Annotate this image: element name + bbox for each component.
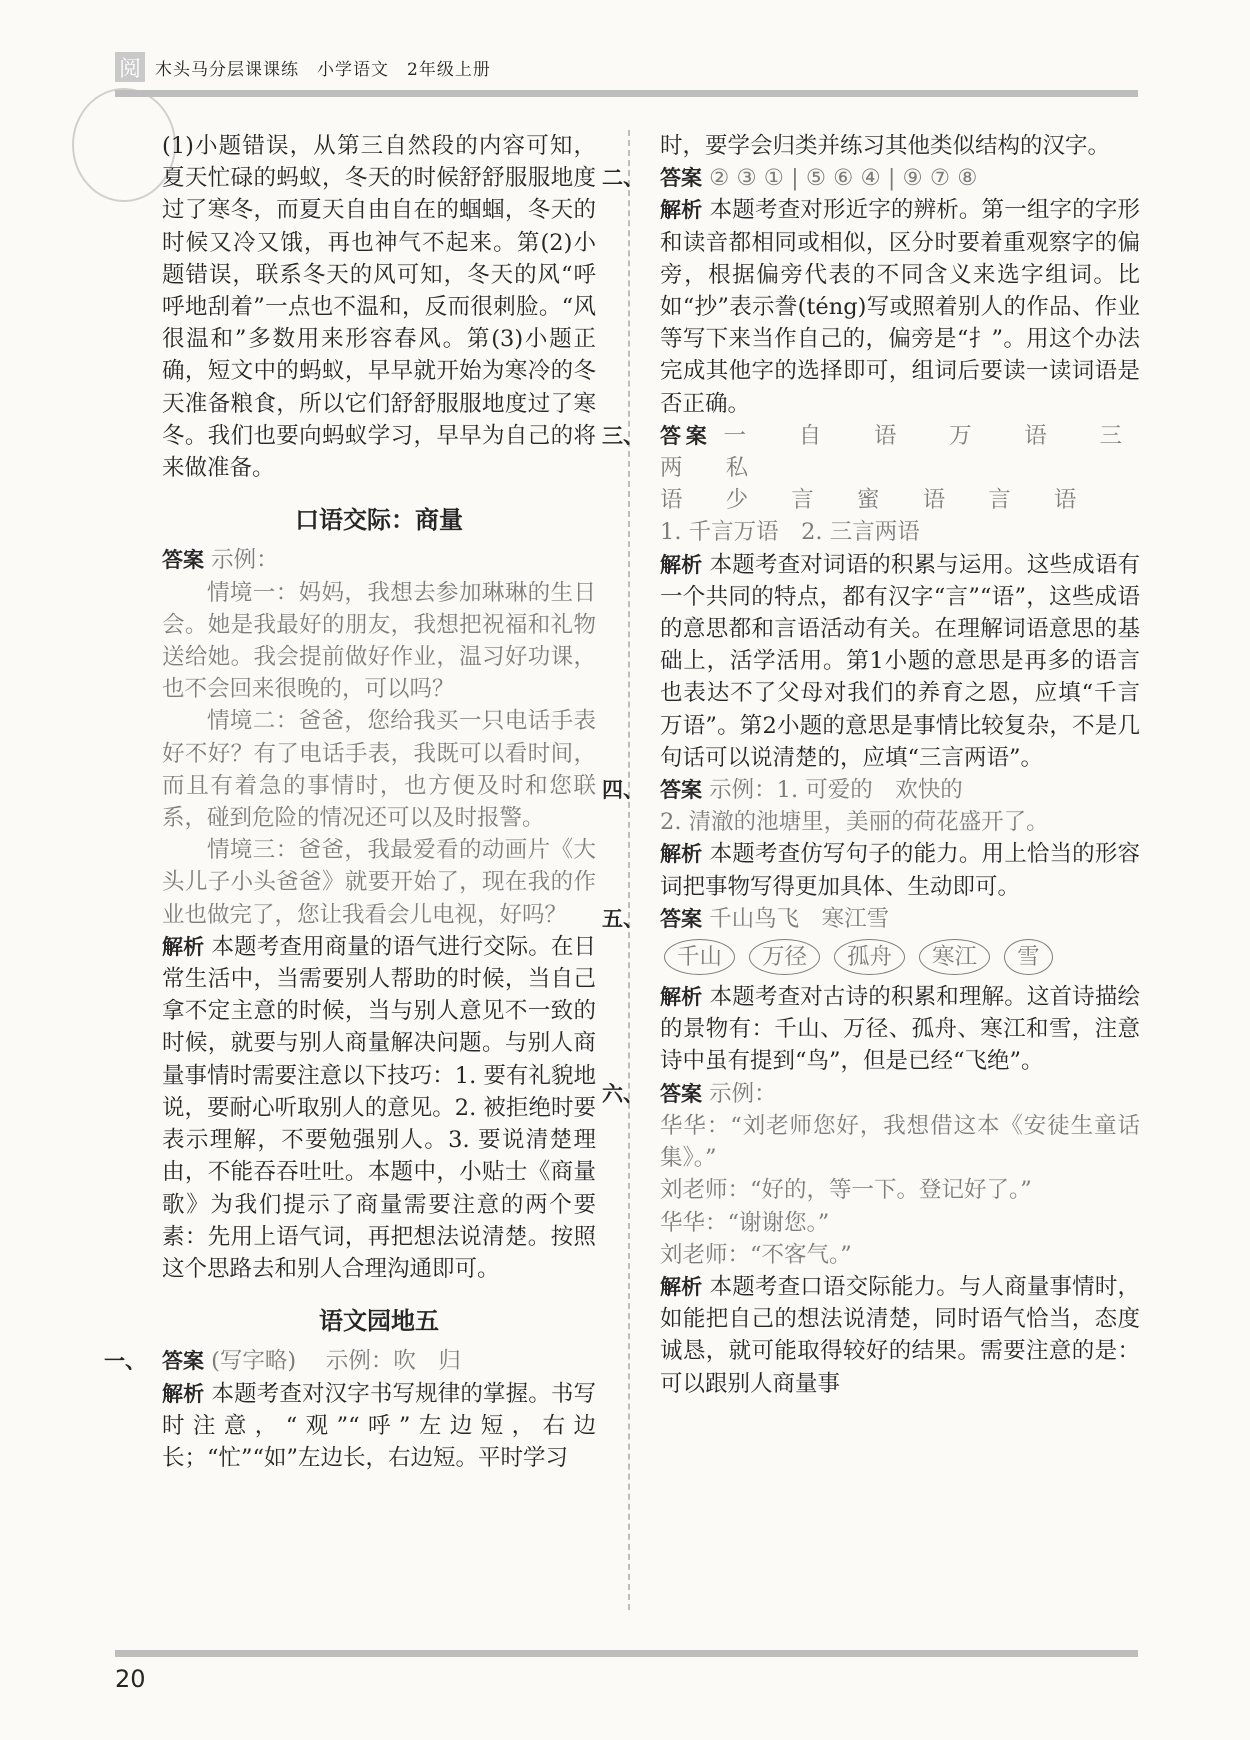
scenario-2: 情境二：爸爸，您给我买一只电话手表好不好？有了电话手表，我既可以看时间，而且有着急的事情时，也方便及时和您联系，碰到危险的情况还可以及时报警。 bbox=[162, 708, 596, 832]
analysis-label: 解析 bbox=[660, 198, 703, 223]
dialogue-line: 华华：“刘老师您好，我想借这本《安徒生童话集》。” bbox=[660, 1112, 1140, 1172]
question-number: 四、 bbox=[602, 778, 644, 803]
book-logo-icon: 阅 bbox=[115, 52, 145, 82]
answer-text: 1. 千言万语 2. 三言两语 bbox=[660, 519, 920, 546]
answer-text: 语 少 言 蜜 语 言 语 bbox=[660, 487, 1095, 514]
analysis-text: 本题考查对词语的积累与运用。这些成语有一个共同的特点，都有汉字“言”“语”，这些成语的意思都和言语活动有关。在理解词语意思的基础上，活学活用。第1小题的意思是再多的语言也表达不了父母对我们的养育之恩，应填“千言万语”。第2小题的意思是事情比较复杂，不是几句话可以说清楚的，应填“三言两语”。 bbox=[660, 551, 1140, 771]
oval-word: 千山 bbox=[664, 939, 735, 975]
oval-word: 雪 bbox=[1004, 939, 1053, 975]
analysis-text: 本题考查对汉字书写规律的掌握。书写时注意，“观”“呼”左边短，右边长；“忙”“如”左边长，右边短。平时学习 bbox=[162, 1380, 596, 1471]
question-6 bbox=[602, 1078, 1140, 1400]
analysis-text: 本题考查用商量的语气进行交际。在日常生活中，当需要别人帮助的时候，当自己拿不定主意的时候，当与别人意见不一致的时候，就要与别人商量解决问题。与别人商量事情时需要注意以下技巧：1. 要有礼貌地说，要耐心听取别人的意见。2. 被拒绝时要表示理解，不要勉强别人。3. 要说清楚理由，不能吞吞吐吐。本题中，小贴士《商量歌》为我们提示了商量需要注意的两个要素：先用上语气词，再把想法说清楚。按照这个思路去和别人合理沟通即可。 bbox=[162, 933, 596, 1282]
question-4 bbox=[602, 774, 1140, 903]
analysis-label: 解析 bbox=[660, 842, 703, 867]
question-number: 二、 bbox=[602, 166, 644, 191]
oval-word: 孤舟 bbox=[834, 939, 905, 975]
answer-text: 示例： bbox=[709, 1080, 777, 1107]
answer-text: 千山鸟飞 寒江雪 bbox=[709, 905, 890, 932]
paragraph: 时，要学会归类并练习其他类似结构的汉字。 bbox=[660, 133, 1111, 159]
right-column bbox=[602, 130, 1141, 1400]
answer-label: 答案 bbox=[660, 778, 702, 803]
analysis-label: 解析 bbox=[660, 552, 703, 577]
answer-text: ② ③ ① | ⑤ ⑥ ④ | ⑨ ⑦ ⑧ bbox=[709, 165, 978, 192]
header-title: 木头马分层课课练 小学语文 2年级上册 bbox=[155, 59, 491, 80]
analysis-label: 解析 bbox=[162, 1381, 205, 1406]
answer-text: 示例：1. 可爱的 欢快的 bbox=[709, 777, 963, 804]
question-5 bbox=[602, 903, 1140, 1078]
analysis-text: 本题考查对古诗的积累和理解。这首诗描绘的景物有：千山、万径、孤舟、寒江和雪，注意诗中虽有提到“鸟”，但是已经“飞绝”。 bbox=[660, 984, 1140, 1075]
dialogue-line: 华华：“谢谢您。” bbox=[660, 1209, 830, 1236]
answer-text: 2. 清澈的池塘里，美丽的荷花盛开了。 bbox=[660, 809, 1049, 836]
header-rule bbox=[115, 90, 1138, 97]
left-column bbox=[104, 130, 596, 1474]
question-number: 三、 bbox=[602, 423, 644, 448]
scenario-3: 情境三：爸爸，我最爱看的动画片《大头儿子小头爸爸》就要开始了，现在我的作业也做完了，您让我看会儿电视，好吗？ bbox=[162, 837, 596, 928]
section-heading: 语文园地五 bbox=[319, 1307, 439, 1336]
question-number: 六、 bbox=[602, 1081, 644, 1106]
question-3 bbox=[602, 420, 1141, 774]
answer-text: 一 自 语 万 语 三 两 私 bbox=[660, 422, 1141, 482]
analysis-label: 解析 bbox=[660, 1274, 703, 1299]
oval-word: 寒江 bbox=[919, 939, 990, 975]
question-1 bbox=[104, 1345, 596, 1474]
answer-label: 答案 bbox=[660, 1081, 702, 1106]
paragraph: (1)小题错误，从第三自然段的内容可知，夏天忙碌的蚂蚁，冬天的时候舒舒服服地度过了寒冬，而夏天自由自在的蝈蝈，冬天的时候又冷又饿，再也神气不起来。第(2)小题错误，联系冬天的风可知，冬天的风“呼呼地刮着”一点也不温和，反而很刺脸。“风很温和”多数用来形容春风。第(3)小题正确，短文中的蚂蚁，早早就开始为寒冷的冬天准备粮食，所以它们舒舒服服地度过了寒冬。我们也要向蚂蚁学习，早早为自己的将来做准备。 bbox=[162, 133, 596, 482]
question-number: 五、 bbox=[602, 906, 644, 931]
analysis-text: 本题考查对形近字的辨析。第一组字的字形和读音都相同或相似，区分时要着重观察字的偏旁，根据偏旁代表的不同含义来选字组词。比如“抄”表示誊(téng)写或照着别人的作品、作业等写下来当作自己的，偏旁是“扌”。用这个办法完成其他字的选择即可，组词后要读一读词语是否正确。 bbox=[660, 197, 1140, 417]
answer-label: 答案 bbox=[660, 423, 712, 448]
answer-label: 答案 bbox=[162, 1349, 204, 1374]
question-number: 一、 bbox=[104, 1349, 146, 1374]
section-heading: 口语交际：商量 bbox=[295, 506, 463, 535]
footer-rule bbox=[115, 1650, 1138, 1657]
analysis-label: 解析 bbox=[162, 934, 205, 959]
oval-word: 万径 bbox=[749, 939, 820, 975]
analysis-label: 解析 bbox=[660, 985, 703, 1010]
question-2 bbox=[602, 162, 1140, 420]
dialogue-line: 刘老师：“好的，等一下。登记好了。” bbox=[660, 1177, 1032, 1204]
answer-text: (写字略) 示例：吹 归 bbox=[211, 1348, 461, 1375]
answer-label: 答案 bbox=[162, 548, 204, 573]
analysis-text: 本题考查仿写句子的能力。用上恰当的形容词把事物写得更加具体、生动即可。 bbox=[660, 841, 1140, 900]
answer-label: 答案 bbox=[660, 166, 702, 191]
page-header bbox=[115, 52, 491, 82]
page-number: 20 bbox=[115, 1665, 146, 1693]
answer-line bbox=[162, 544, 596, 576]
answer-label: 答案 bbox=[660, 906, 702, 931]
analysis bbox=[162, 931, 596, 1285]
answer-text: 示例： bbox=[211, 547, 279, 574]
stamp-seal bbox=[72, 88, 176, 202]
analysis-text: 本题考查口语交际能力。与人商量事情时，如能把自己的想法说清楚，同时语气恰当，态度诚恳，就可能取得较好的结果。需要注意的是：可以跟别人商量事 bbox=[660, 1273, 1140, 1397]
scenario-1: 情境一：妈妈，我想去参加琳琳的生日会。她是我最好的朋友，我想把祝福和礼物送给她。我会提前做好作业，温习好功课，也不会回来很晚的，可以吗？ bbox=[162, 579, 596, 703]
column-divider bbox=[628, 130, 630, 1610]
dialogue-line: 刘老师：“不客气。” bbox=[660, 1241, 852, 1268]
answer-ovals bbox=[664, 939, 1140, 975]
